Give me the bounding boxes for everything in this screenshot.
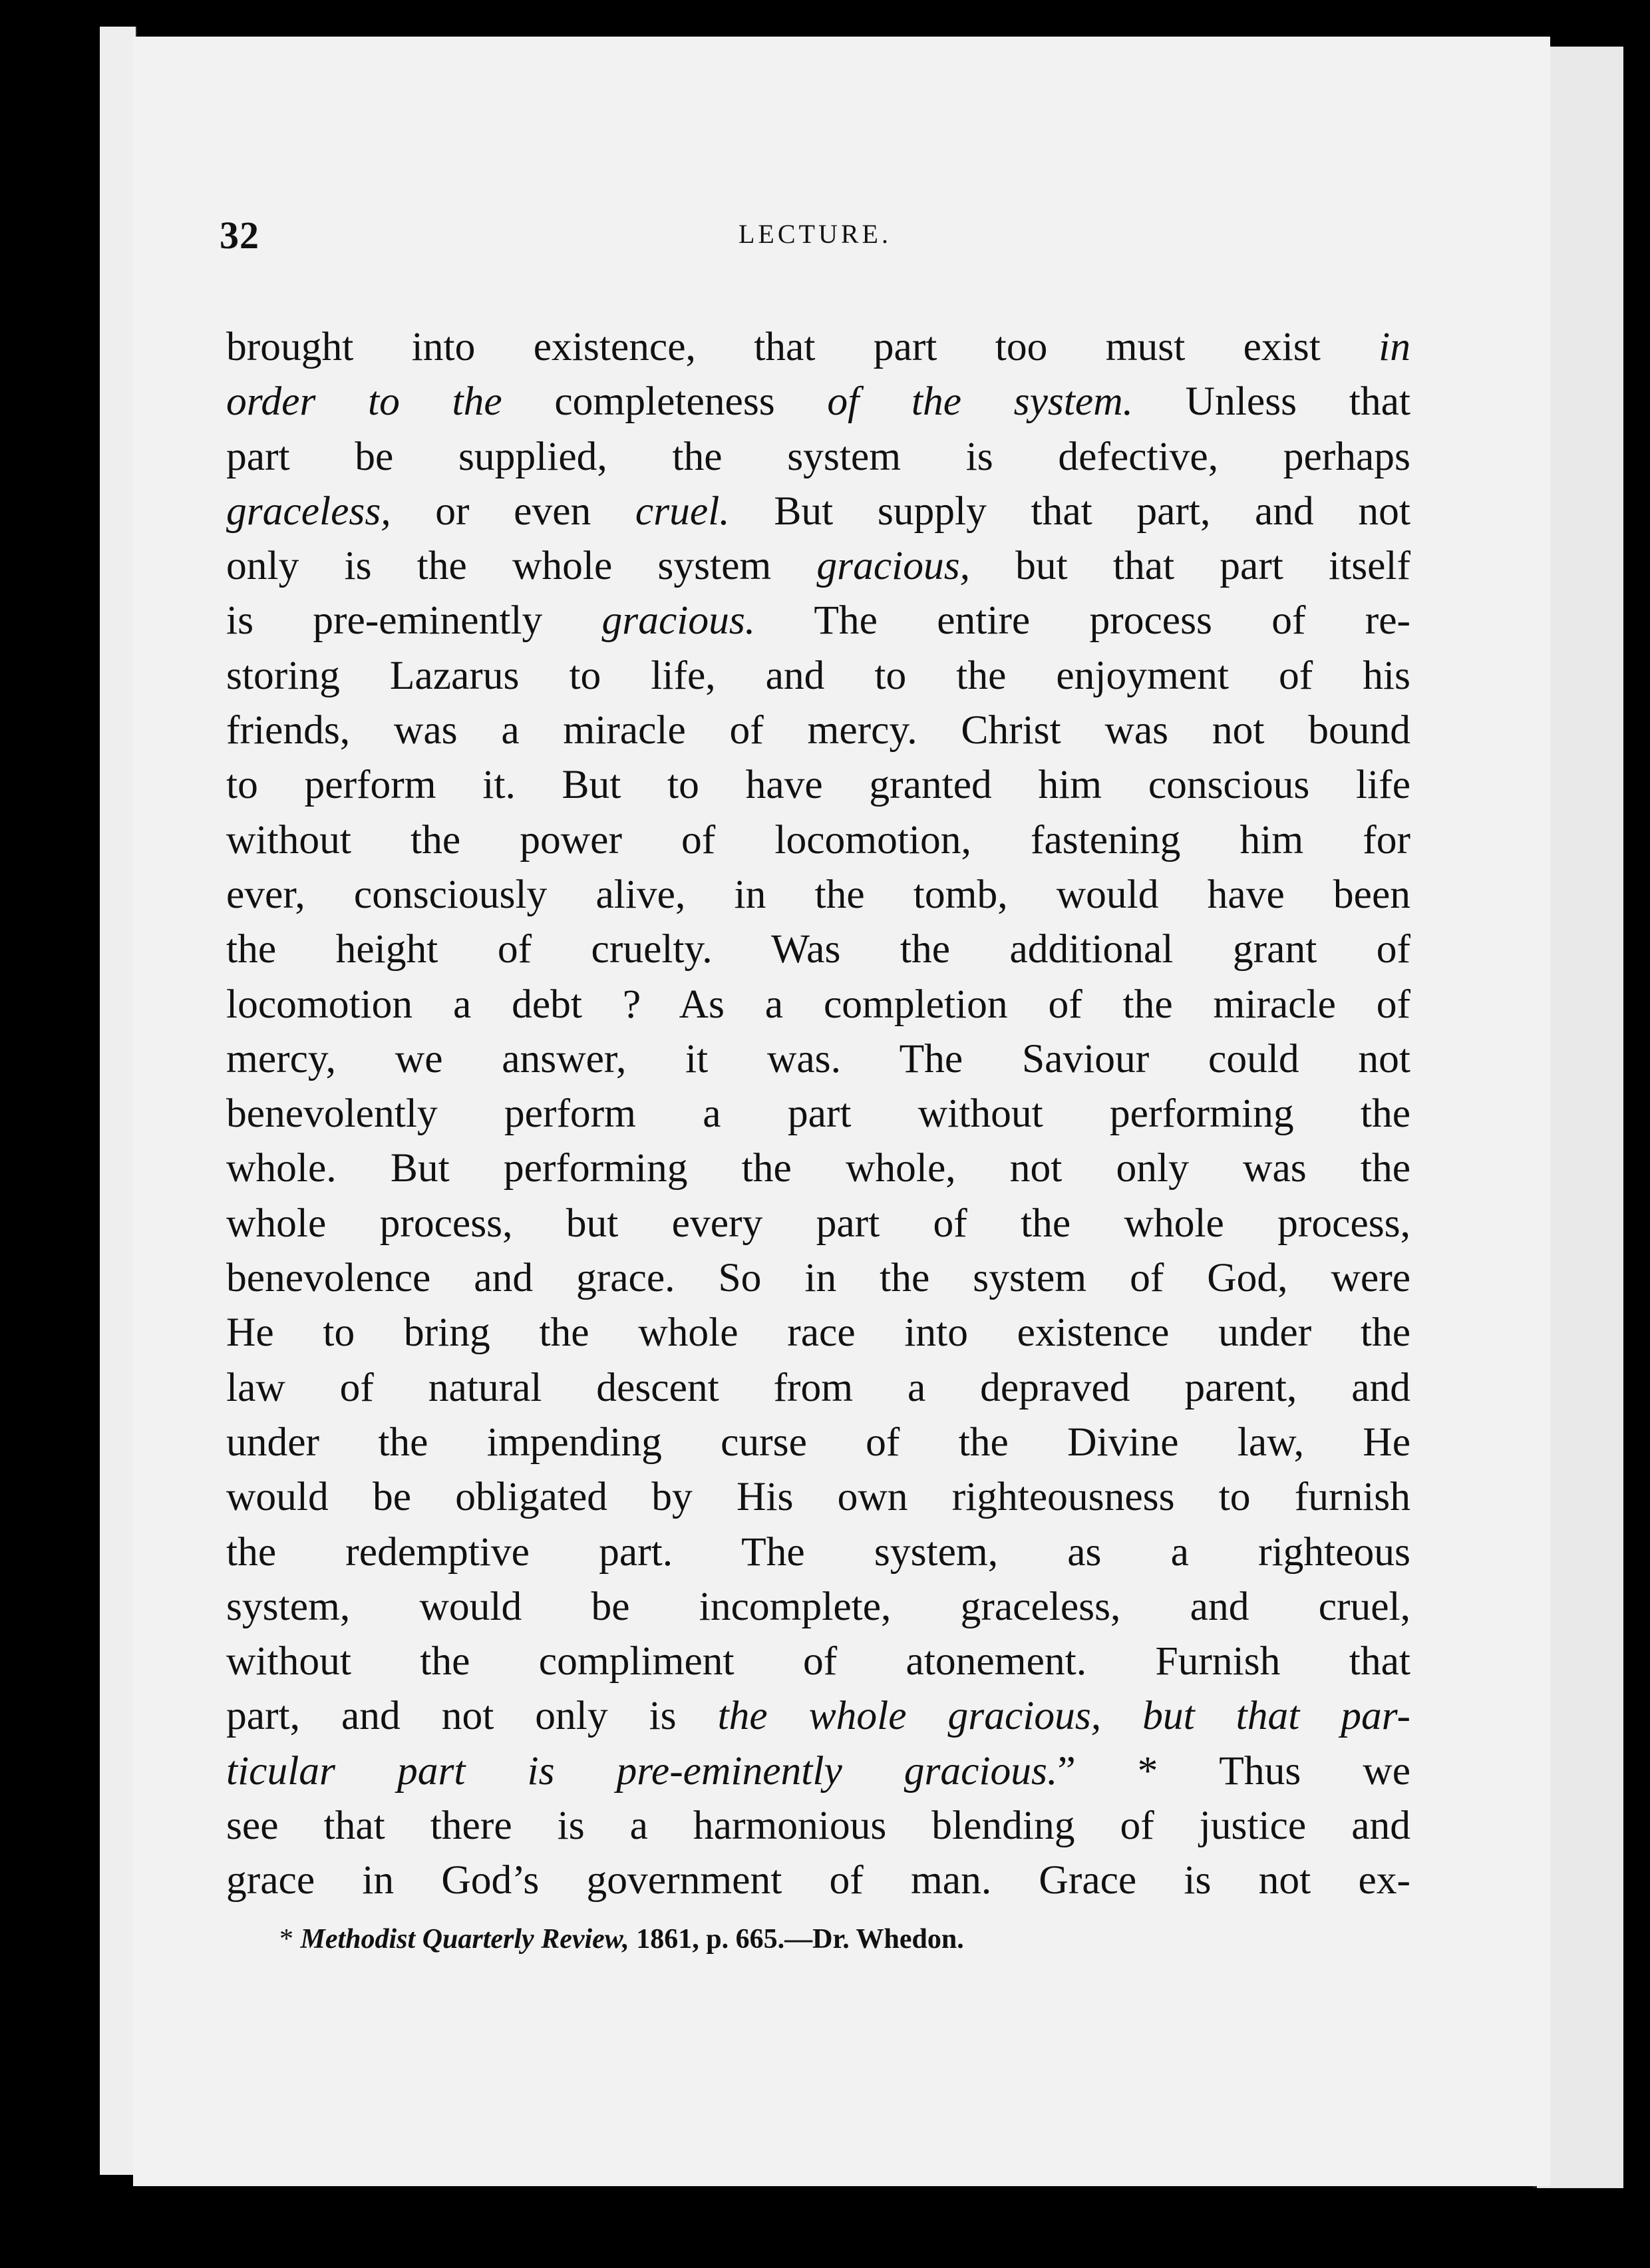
- footnote-source: Methodist Quarterly Review,: [300, 1924, 629, 1955]
- text-line: [226, 1415, 1410, 1469]
- text-line: [226, 484, 1410, 538]
- text-line: [226, 1305, 1410, 1360]
- text-span: to perform it. But to have granted him conscious life: [226, 762, 1410, 808]
- text-span: friends, was a miracle of mercy. Christ was not bound: [226, 707, 1410, 753]
- page-number: 32: [220, 214, 259, 257]
- text-line: [226, 1579, 1410, 1634]
- text-span: But supply that part, and not: [729, 488, 1411, 534]
- text-line: [226, 703, 1410, 757]
- text-span: ” * Thus we: [1057, 1748, 1410, 1794]
- text-span: locomotion a debt ? As a completion of the miracle of: [226, 981, 1410, 1027]
- text-span: would be obligated by His own righteousness to furnish: [226, 1474, 1410, 1520]
- text-line: [226, 1853, 1410, 1907]
- text-span: mercy, we answer, it was. The Saviour could not: [226, 1036, 1410, 1081]
- text-span: benevolently perform a part without performing the: [226, 1091, 1410, 1137]
- text-span: or even: [391, 488, 635, 534]
- italic-text: ticular part is pre-eminently gracious.: [226, 1748, 1058, 1794]
- italic-text: gracious.: [601, 598, 756, 644]
- italic-text: of the system.: [827, 379, 1134, 425]
- text-span: whole process, but every part of the whole process,: [226, 1200, 1410, 1246]
- text-line: [226, 1141, 1410, 1195]
- text-line: [226, 1688, 1410, 1743]
- text-line: [226, 977, 1410, 1032]
- text-span: ever, consciously alive, in the tomb, would have been: [226, 871, 1410, 917]
- text-line: [226, 648, 1410, 703]
- italic-text: order to the: [226, 379, 502, 425]
- text-line: [226, 1634, 1410, 1688]
- text-line: [226, 1525, 1410, 1579]
- text-span: under the impending curse of the Divine law, He: [226, 1419, 1410, 1465]
- text-span: system, would be incomplete, graceless, and cruel,: [226, 1583, 1410, 1629]
- italic-text: the whole gracious, but that par-: [717, 1693, 1410, 1739]
- text-line: [226, 1798, 1410, 1853]
- italic-text: gracious,: [816, 543, 971, 589]
- text-line: [226, 1196, 1410, 1250]
- text-span: without the power of locomotion, fastening him for: [226, 817, 1410, 862]
- text-span: but that part itself: [970, 543, 1411, 589]
- text-span: see that there is a harmonious blending of justice and: [226, 1803, 1410, 1849]
- text-line: [226, 374, 1410, 429]
- text-span: is pre-eminently: [226, 598, 602, 644]
- text-line: [226, 1360, 1410, 1415]
- text-line: [226, 429, 1410, 484]
- text-span: the redemptive part. The system, as a righteous: [226, 1529, 1410, 1575]
- text-span: storing Lazarus to life, and to the enjoyment of his: [226, 652, 1410, 698]
- text-line: [226, 319, 1410, 374]
- text-span: completeness: [502, 379, 828, 425]
- italic-text: cruel.: [635, 488, 730, 534]
- text-line: [226, 867, 1410, 922]
- text-span: benevolence and grace. So in the system of God, were: [226, 1255, 1410, 1301]
- italic-text: graceless,: [226, 488, 391, 534]
- page-header: [220, 213, 1410, 266]
- text-span: only is the whole system: [226, 543, 817, 589]
- text-span: Unless that: [1133, 379, 1410, 425]
- text-span: He to bring the whole race into existence under the: [226, 1310, 1410, 1356]
- text-span: The entire process of re-: [755, 598, 1410, 644]
- text-span: part, and not only is: [226, 1693, 718, 1739]
- footnote: [279, 1923, 1410, 1955]
- footnote-marker: *: [279, 1924, 301, 1955]
- text-line: [226, 593, 1410, 648]
- italic-text: in: [1379, 324, 1410, 369]
- text-line: [226, 922, 1410, 976]
- body-text: [226, 319, 1410, 1908]
- text-line: [226, 538, 1410, 593]
- text-span: part be supplied, the system is defective, perhaps: [226, 433, 1410, 479]
- text-line: [226, 1032, 1410, 1086]
- footnote-details: 1861, p. 665.—Dr. Whedon.: [629, 1924, 964, 1955]
- text-line: [226, 1469, 1410, 1524]
- text-line: [226, 1250, 1410, 1305]
- text-line: [226, 1744, 1410, 1798]
- text-span: without the compliment of atonement. Furnish that: [226, 1638, 1410, 1684]
- text-span: the height of cruelty. Was the additional grant of: [226, 926, 1410, 972]
- text-span: law of natural descent from a depraved parent, and: [226, 1364, 1410, 1410]
- text-span: brought into existence, that part too must exist: [226, 324, 1379, 369]
- text-line: [226, 1086, 1410, 1141]
- text-span: grace in God’s government of man. Grace is not ex-: [226, 1857, 1410, 1903]
- text-line: [226, 813, 1410, 867]
- running-head: LECTURE.: [739, 219, 892, 249]
- text-span: whole. But performing the whole, not only was the: [226, 1145, 1410, 1191]
- text-line: [226, 757, 1410, 812]
